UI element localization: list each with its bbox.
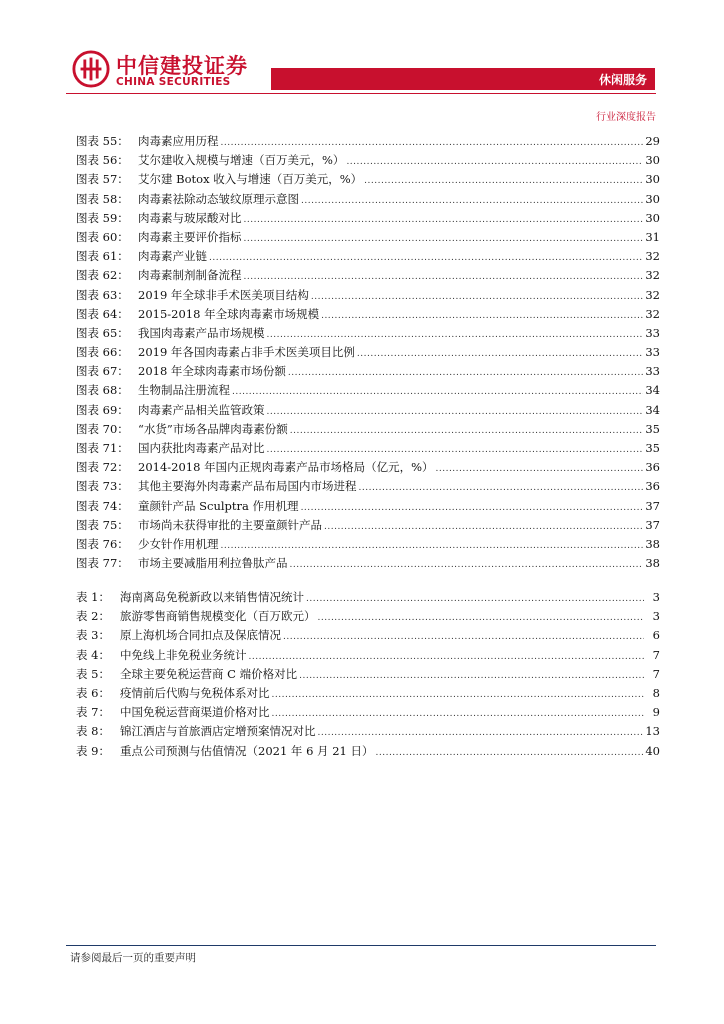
toc-entry-label: 图表 65： xyxy=(76,325,129,340)
toc-entry[interactable] xyxy=(76,646,660,665)
toc-entry-page: 3 xyxy=(652,609,660,624)
toc-entry-title: 肉毒素产品相关监管政策 xyxy=(138,402,265,417)
toc-entry[interactable] xyxy=(76,401,660,420)
footer-disclaimer: 请参阅最后一页的重要声明 xyxy=(70,952,196,964)
toc-leader-dots xyxy=(290,556,644,575)
toc-entry-page: 33 xyxy=(645,325,660,340)
toc-entry-label: 图表 73： xyxy=(76,479,129,494)
table-list xyxy=(76,588,660,761)
toc-entry-title: 2019 年各国肉毒素占非手术医美项目比例 xyxy=(138,345,355,360)
toc-entry-label: 图表 69： xyxy=(76,402,129,417)
toc-entry-page: 35 xyxy=(645,441,660,455)
china-securities-logo-icon xyxy=(72,50,110,88)
toc-entry-page: 34 xyxy=(645,402,660,417)
toc-entry-title: 重点公司预测与估值情况（2021 年 6 月 21 日） xyxy=(120,743,374,758)
toc-entry-page: 8 xyxy=(652,685,660,700)
toc-entry-label: 图表 71： xyxy=(76,441,129,455)
toc-entry[interactable] xyxy=(76,535,660,554)
toc-entry-title: 肉毒素祛除动态皱纹原理示意图 xyxy=(138,191,299,206)
toc-entry[interactable] xyxy=(76,151,660,170)
toc-entry-page: 29 xyxy=(645,134,660,148)
toc-entry-label: 图表 58： xyxy=(76,191,129,206)
toc-entry-label: 图表 76： xyxy=(76,536,129,551)
toc-entry[interactable] xyxy=(76,516,660,535)
toc-entry-title: 中免线上非免税业务统计 xyxy=(120,647,247,662)
toc-entry[interactable] xyxy=(76,420,660,439)
toc-entry-label: 表 6： xyxy=(76,685,110,700)
toc-entry-label: 图表 77： xyxy=(76,556,129,571)
header-divider xyxy=(66,93,656,94)
toc-entry-title: 锦江酒店与首旅酒店定增预案情况对比 xyxy=(120,724,316,739)
toc-entry[interactable] xyxy=(76,286,660,305)
toc-entry-title: 艾尔建收入规模与增速（百万美元，%） xyxy=(138,153,345,168)
toc-entry-page: 7 xyxy=(652,666,660,681)
toc-entry[interactable] xyxy=(76,684,660,703)
toc-entry-page: 34 xyxy=(645,383,660,398)
toc-entry-title: 我国肉毒素产品市场规模 xyxy=(138,325,265,340)
toc-entry-label: 图表 70： xyxy=(76,421,129,436)
toc-entry-page: 30 xyxy=(645,191,660,206)
brand-name-en: CHINA SECURITIES xyxy=(116,76,231,88)
toc-entry[interactable] xyxy=(76,722,660,741)
report-type: 行业深度报告 xyxy=(596,112,656,123)
toc-entry[interactable] xyxy=(76,607,660,626)
toc-entry-label: 图表 57： xyxy=(76,172,129,187)
toc-entry-page: 30 xyxy=(645,172,660,187)
toc-entry-label: 图表 61： xyxy=(76,249,129,264)
toc-entry-label: 图表 67： xyxy=(76,364,129,379)
toc-entry[interactable] xyxy=(76,381,660,400)
toc-entry[interactable] xyxy=(76,439,660,458)
page-header xyxy=(0,0,724,123)
toc-entry-label: 图表 63： xyxy=(76,287,129,302)
toc-entry-label: 图表 66： xyxy=(76,345,129,360)
toc-entry-page: 7 xyxy=(652,647,660,662)
toc-entry-label: 表 8： xyxy=(76,724,110,739)
toc-entry-title: 中国免税运营商渠道价格对比 xyxy=(120,705,270,720)
toc-entry[interactable] xyxy=(76,228,660,247)
toc-entry-page: 9 xyxy=(652,705,660,720)
toc-entry-title: 海南离岛免税新政以来销售情况统计 xyxy=(120,590,304,604)
toc-entry-label: 表 5： xyxy=(76,666,110,681)
toc-entry-label: 图表 55： xyxy=(76,134,129,148)
toc-entry-title: 2019 年全球非手术医美项目结构 xyxy=(138,287,309,302)
sector-label: 休闲服务 xyxy=(598,73,647,87)
toc-entry-label: 表 7： xyxy=(76,705,110,720)
toc-entry-title: 2014-2018 年国内正规肉毒素产品市场格局（亿元，%） xyxy=(138,460,434,475)
toc-entry[interactable] xyxy=(76,343,660,362)
toc-entry-label: 表 4： xyxy=(76,647,110,662)
toc-entry-label: 图表 68： xyxy=(76,383,129,398)
toc-entry-page: 35 xyxy=(645,421,660,436)
toc-entry-page: 38 xyxy=(645,556,660,571)
toc-entry-page: 31 xyxy=(645,229,660,244)
toc-entry-label: 图表 60： xyxy=(76,229,129,244)
toc-entry-page: 30 xyxy=(645,153,660,168)
toc-entry-title: 童颜针产品 Sculptra 作用机理 xyxy=(138,498,299,513)
toc-entry-page: 40 xyxy=(645,743,660,758)
toc-entry-title: 其他主要海外肉毒素产品布局国内市场进程 xyxy=(138,479,357,494)
toc-entry-page: 38 xyxy=(645,536,660,551)
toc-entry-title: 肉毒素主要评价指标 xyxy=(138,229,242,244)
toc-entry[interactable] xyxy=(76,305,660,324)
toc-entry-title: 艾尔建 Botox 收入与增速（百万美元，%） xyxy=(138,172,363,187)
toc-entry[interactable] xyxy=(76,703,660,722)
toc-entry[interactable] xyxy=(76,362,660,381)
toc-entry-page: 36 xyxy=(645,460,660,475)
toc-entry-page: 32 xyxy=(645,268,660,283)
toc-entry[interactable] xyxy=(76,477,660,496)
toc-entry-label: 图表 72： xyxy=(76,460,129,475)
toc-entry[interactable] xyxy=(76,665,660,684)
toc-entry-title: 国内获批肉毒素产品对比 xyxy=(138,441,265,455)
toc-entry[interactable] xyxy=(76,497,660,516)
toc-entry-title: “水货”市场各品牌肉毒素份额 xyxy=(138,421,288,436)
toc-entry-label: 图表 62： xyxy=(76,268,129,283)
toc-entry[interactable] xyxy=(76,190,660,209)
footer-divider xyxy=(66,945,656,946)
toc-entry-title: 肉毒素与玻尿酸对比 xyxy=(138,210,242,225)
toc-entry-page: 13 xyxy=(645,724,660,739)
toc-entry[interactable] xyxy=(76,247,660,266)
toc-entry-title: 肉毒素应用历程 xyxy=(138,134,219,148)
toc-entry-title: 生物制品注册流程 xyxy=(138,383,230,398)
toc-entry[interactable] xyxy=(76,209,660,228)
toc-entry-title: 旅游零售商销售规模变化（百万欧元） xyxy=(120,609,316,624)
toc-entry-label: 表 9： xyxy=(76,743,110,758)
brand-name-cn: 中信建投证券 xyxy=(116,54,248,78)
toc-entry-page: 33 xyxy=(645,345,660,360)
toc-entry-page: 32 xyxy=(645,249,660,264)
toc-entry-label: 图表 74： xyxy=(76,498,129,513)
sector-banner xyxy=(271,68,655,90)
toc-entry-title: 肉毒素制剂制备流程 xyxy=(138,268,242,283)
toc-entry-page: 37 xyxy=(645,498,660,513)
toc-entry-title: 原上海机场合同扣点及保底情况 xyxy=(120,628,281,643)
toc-entry-page: 30 xyxy=(645,210,660,225)
toc-entry[interactable] xyxy=(76,588,660,607)
toc-entry[interactable] xyxy=(76,458,660,477)
toc-entry-title: 肉毒素产业链 xyxy=(138,249,207,264)
toc-leader-dots xyxy=(376,744,644,763)
toc-entry-title: 市场主要减脂用利拉鲁肽产品 xyxy=(138,556,288,571)
toc-entry[interactable] xyxy=(76,626,660,645)
toc-entry-label: 图表 56： xyxy=(76,153,129,168)
toc-entry-title: 2018 年全球肉毒素市场份额 xyxy=(138,364,286,379)
toc-entry[interactable] xyxy=(76,132,660,151)
toc-entry-title: 市场尚未获得审批的主要童颜针产品 xyxy=(138,517,322,532)
toc-entry[interactable] xyxy=(76,554,660,573)
toc-entry-page: 3 xyxy=(652,590,660,604)
toc-entry[interactable] xyxy=(76,742,660,761)
toc-entry-title: 全球主要免税运营商 C 端价格对比 xyxy=(120,666,298,681)
toc-entry-title: 2015-2018 年全球肉毒素市场规模 xyxy=(138,306,320,321)
toc-entry-label: 表 1： xyxy=(76,590,110,604)
toc-entry-page: 32 xyxy=(645,306,660,321)
toc-entry-page: 36 xyxy=(645,479,660,494)
toc-entry-label: 表 3： xyxy=(76,628,110,643)
toc-entry-page: 6 xyxy=(652,628,660,643)
toc-entry-label: 图表 75： xyxy=(76,517,129,532)
toc-entry[interactable] xyxy=(76,266,660,285)
toc-entry[interactable] xyxy=(76,170,660,189)
toc-entry-page: 32 xyxy=(645,287,660,302)
toc-entry-title: 疫情前后代购与免税体系对比 xyxy=(120,685,270,700)
toc-entry[interactable] xyxy=(76,324,660,343)
toc-entry-page: 33 xyxy=(645,364,660,379)
toc-entry-page: 37 xyxy=(645,517,660,532)
figure-list xyxy=(76,132,660,573)
toc-entry-title: 少女针作用机理 xyxy=(138,536,219,551)
toc-entry-label: 图表 59： xyxy=(76,210,129,225)
toc-entry-label: 图表 64： xyxy=(76,306,129,321)
toc-entry-label: 表 2： xyxy=(76,609,110,624)
